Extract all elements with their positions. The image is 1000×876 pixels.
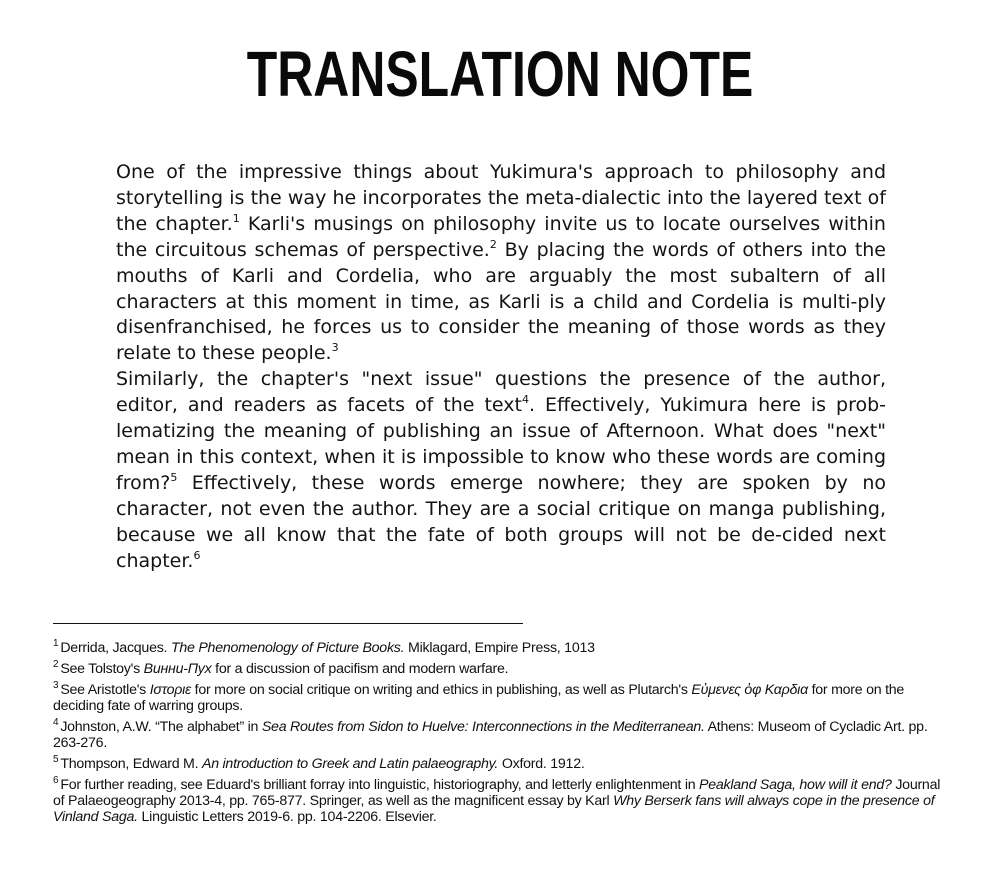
footnote-number: 2 [53,659,59,670]
footnote-6 [53,777,948,825]
footnote-text: Athens: Museom of Cycladic Art. pp. 263-276. [53,719,928,751]
footnote-title: An introduction to Greek and Latin palaeography. [201,756,499,772]
footnote-5 [53,756,948,772]
footnote-text: Derrida, Jacques. [60,640,171,656]
footnote-title: Sea Routes from Sidon to Huelve: Interconnections in the Mediterranean. [261,719,705,735]
footnote-text: Thompson, Edward M. [60,756,202,772]
footnote-number: 4 [53,717,59,728]
footnote-number: 5 [53,754,59,765]
paragraph-2-text-2: . Effectively, Yukimura here is prob-lematizing the meaning of publishing an issue of Afternoon. What does "next" mean in this context, when it is impossible to know who these words are coming from? [116,394,887,494]
footnote-text: Johnston, A.W. “The alphabet” in [60,719,262,735]
paragraph-1-text-1: One of the impressive things about Yukimura's approach to philosophy and storytelling is the way he incorporates the meta-dialectic into the layered text of the chapter. [116,161,886,235]
footnote-ref-5: 5 [170,470,178,484]
footnote-number: 1 [53,638,59,649]
footnote-text: for more on the deciding fate of warring groups. [53,682,905,714]
footnote-ref-4: 4 [521,393,529,407]
footnote-text: Journal of Palaeogeography 2013-4, pp. 765-877. Springer, as well as the magnificent essay by Karl [53,777,941,809]
body-text [116,160,886,575]
footnote-number: 6 [53,775,59,786]
footnote-title: Εὐμενες ὀφ Καρδια [691,682,808,698]
footnote-number: 3 [53,680,59,691]
footnote-text: See Tolstoy's [60,661,144,677]
footnote-ref-2: 2 [489,237,497,251]
footnote-3 [53,682,948,714]
footnote-ref-3: 3 [331,341,339,355]
page-title: TRANSLATION NOTE [246,38,754,110]
footnote-1 [53,640,948,656]
footnote-title: Винни-Пух [143,661,212,677]
footnote-title: Why Berserk fans will always cope in the presence of Vinland Saga. [53,793,935,825]
paragraph-1-text-2: Karli's musings on philosophy invite us to locate ourselves within the circuitous schemas of perspective. [116,212,886,261]
footnote-text: See Aristotle's [60,682,150,698]
paragraph-2 [116,367,886,574]
footnote-text: for a discussion of pacifism and modern warfare. [211,661,509,677]
footnote-2 [53,661,948,677]
footnote-text: Linguistic Letters 2019-6. pp. 104-2206. Elsevier. [137,809,437,825]
footnotes [53,640,948,830]
footnote-text: for more on social critique on writing and ethics in publishing, as well as Plutarch's [190,682,692,698]
footnote-text: For further reading, see Eduard's brilliant forray into linguistic, historiography, and letterly enlightenment in [60,777,700,793]
footnote-ref-6: 6 [193,548,201,562]
footnote-4 [53,719,948,751]
paragraph-2-text-1: Similarly, the chapter's "next issue" questions the presence of the author, editor, and readers as facets of the text [116,368,886,417]
footnote-title: Ιστοριε [149,682,191,698]
footnote-title: Peakland Saga, how will it end? [699,777,892,793]
footnote-divider [53,623,523,624]
paragraph-2-text-3: Effectively, these words emerge nowhere; they are spoken by no character, not even the author. They are a social critique on manga publishing, because we all know that the fate of both groups will not be de-cided next chapter. [116,471,886,572]
footnote-text: Miklagard, Empire Press, 1013 [404,640,595,656]
footnote-title: The Phenomenology of Picture Books. [170,640,405,656]
footnote-text: Oxford. 1912. [498,756,585,772]
footnote-ref-1: 1 [232,211,240,225]
paragraph-1 [116,160,886,367]
paragraph-1-text-3: By placing the words of others into the mouths of Karli and Cordelia, who are arguably the most subaltern of all characters at this moment in time, as Karli is a child and Cordelia is multi-ply disenfranchised, he forces us to consider the meaning of those words as they relate to these people. [116,238,886,365]
